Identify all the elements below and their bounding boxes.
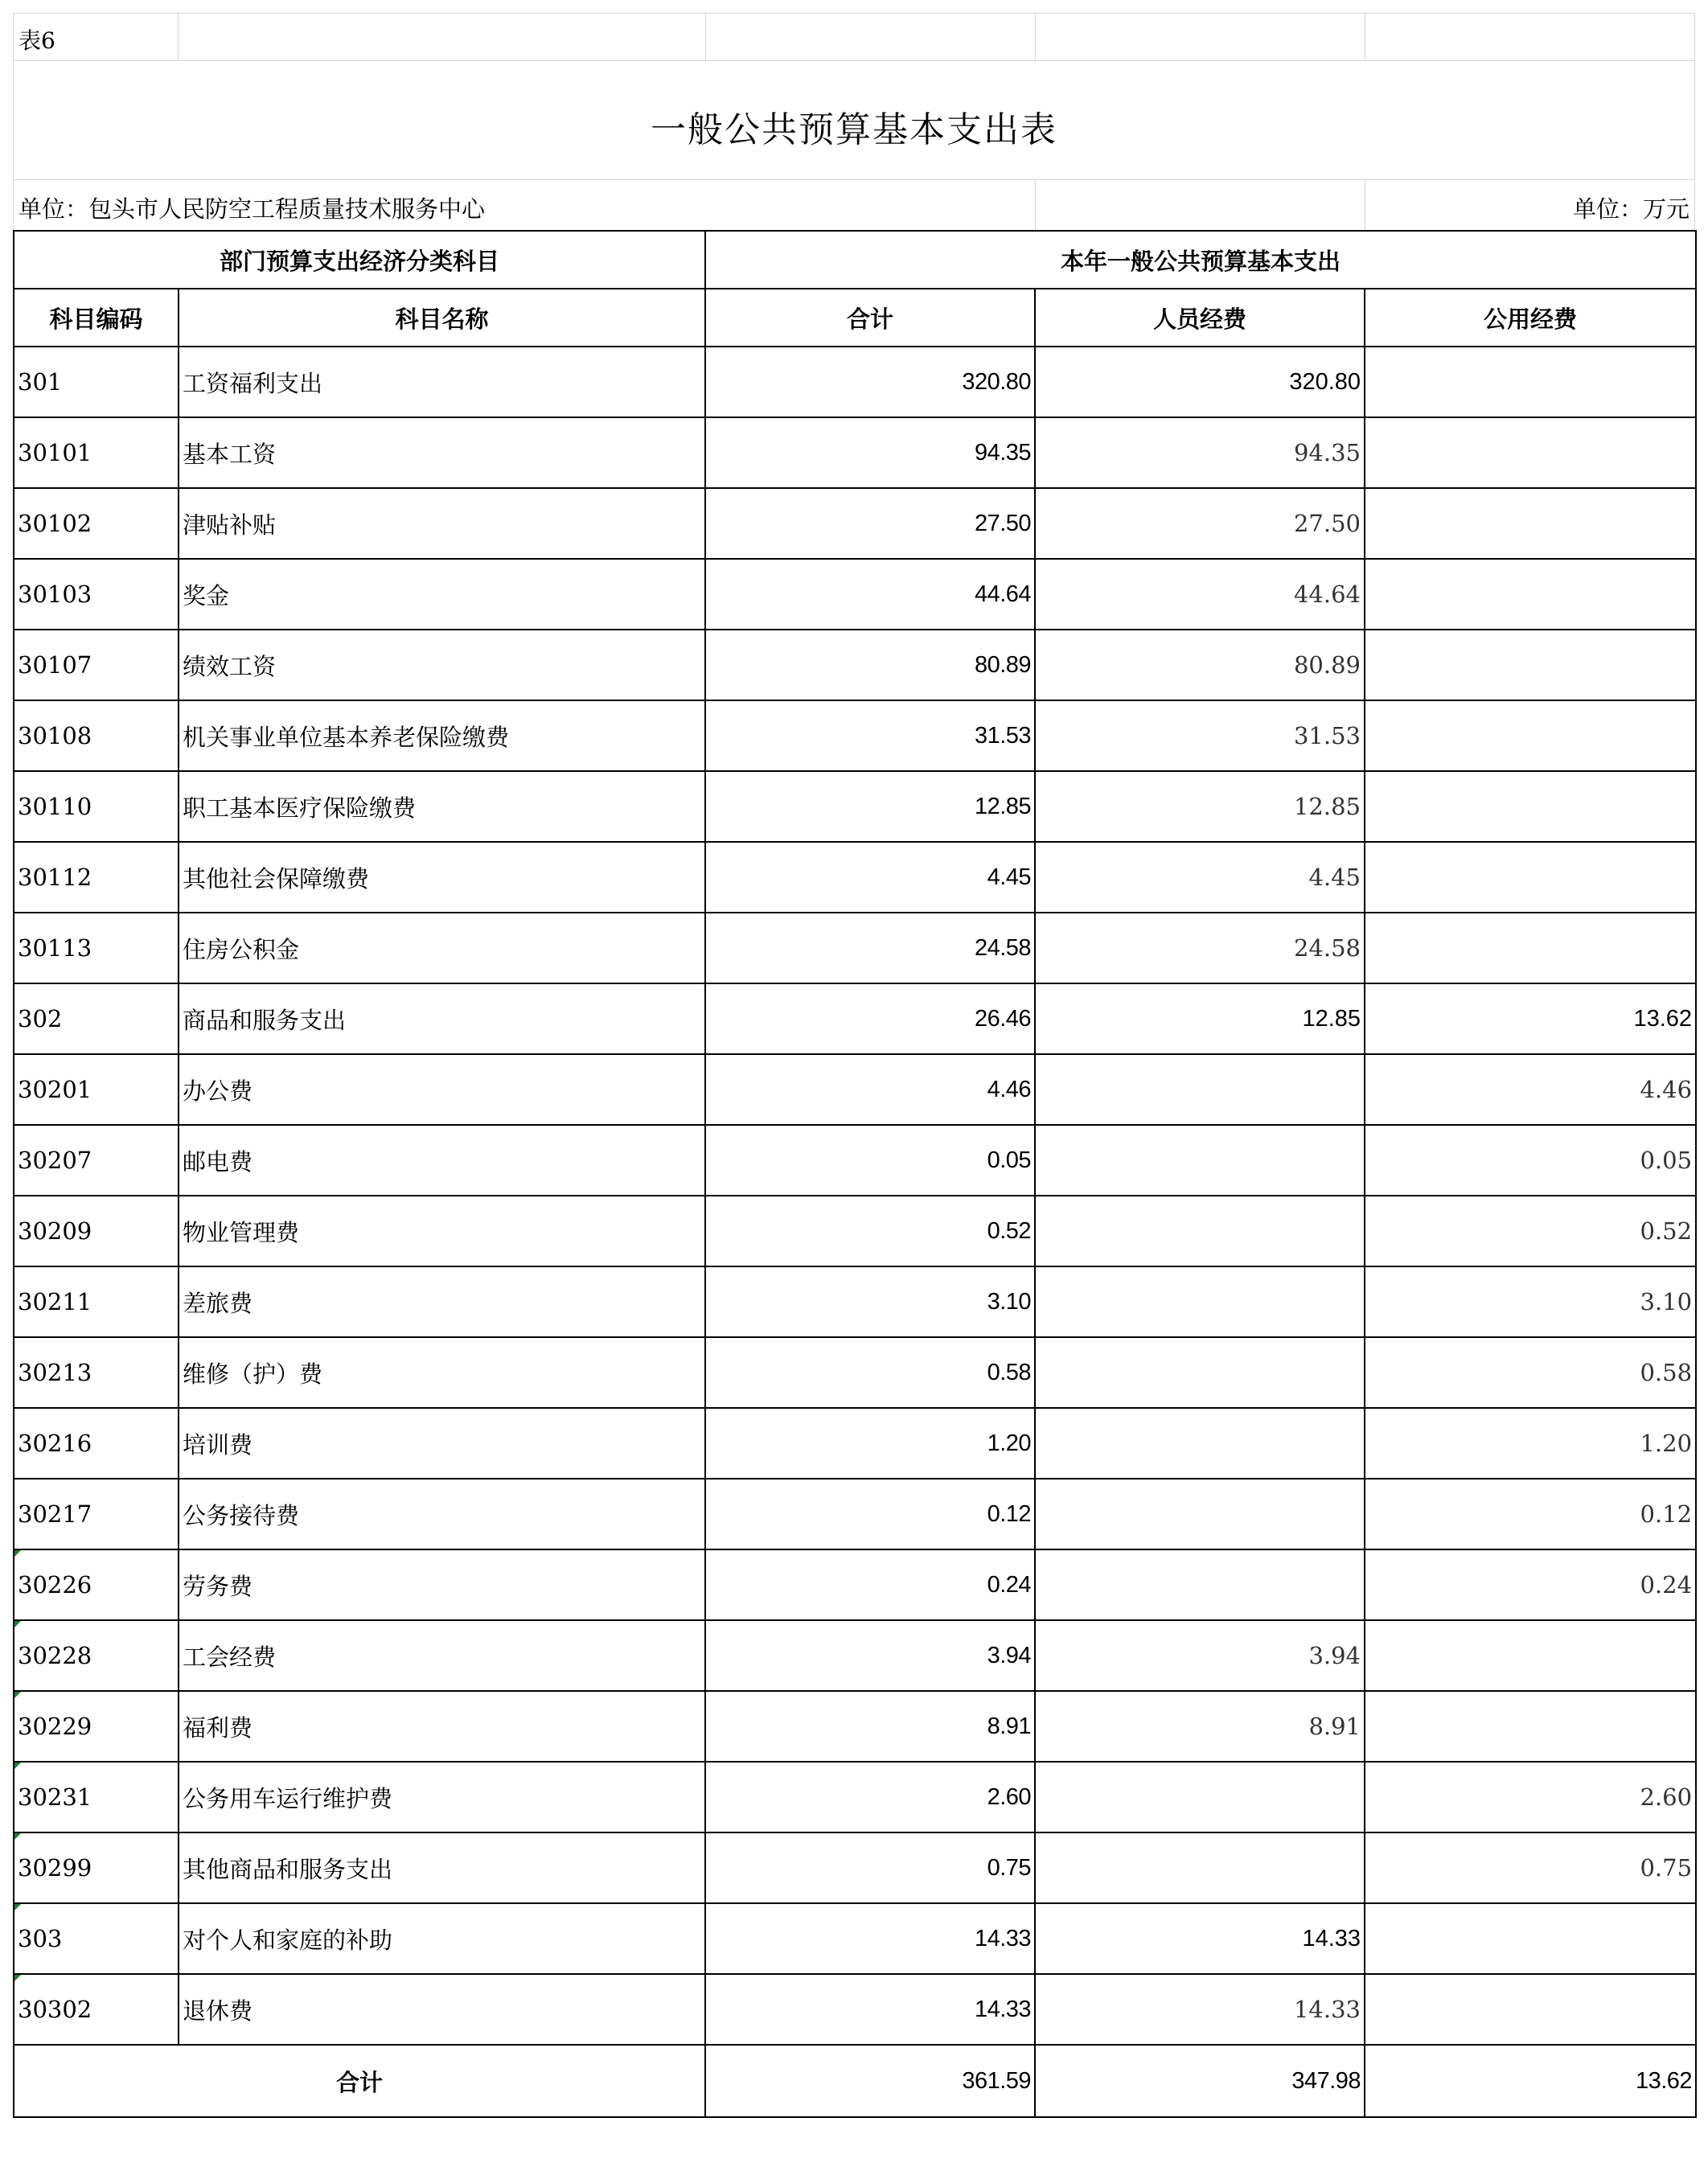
row-code: 30108 bbox=[14, 700, 179, 771]
row-code: 30113 bbox=[14, 913, 179, 983]
row-public: 13.62 bbox=[1365, 983, 1696, 1054]
row-total: 3.10 bbox=[705, 1266, 1035, 1337]
row-personnel bbox=[1035, 1762, 1365, 1832]
row-public bbox=[1365, 1974, 1696, 2045]
row-public: 0.58 bbox=[1365, 1337, 1696, 1408]
row-total: 31.53 bbox=[705, 700, 1035, 771]
row-total: 24.58 bbox=[705, 913, 1035, 983]
row-public: 0.05 bbox=[1365, 1125, 1696, 1196]
row-personnel bbox=[1035, 1337, 1365, 1408]
sheet-header-area bbox=[13, 13, 1694, 230]
row-public bbox=[1365, 842, 1696, 913]
row-personnel: 8.91 bbox=[1035, 1691, 1365, 1762]
title-row bbox=[13, 60, 1695, 180]
row-public bbox=[1365, 488, 1696, 559]
row-name: 维修（护）费 bbox=[179, 1337, 705, 1408]
row-code: 30217 bbox=[14, 1479, 179, 1549]
row-public: 0.24 bbox=[1365, 1549, 1696, 1620]
row-name: 奖金 bbox=[179, 559, 705, 630]
table-row bbox=[14, 347, 1696, 417]
row-name: 工会经费 bbox=[179, 1620, 705, 1691]
unit-row bbox=[13, 180, 1695, 230]
row-personnel: 27.50 bbox=[1035, 488, 1365, 559]
row-personnel: 3.94 bbox=[1035, 1620, 1365, 1691]
row-code: 30302 bbox=[14, 1974, 179, 2045]
row-public bbox=[1365, 771, 1696, 842]
row-personnel: 320.80 bbox=[1035, 347, 1365, 417]
row-total: 8.91 bbox=[705, 1691, 1035, 1762]
row-name: 公务用车运行维护费 bbox=[179, 1762, 705, 1832]
row-code: 30216 bbox=[14, 1408, 179, 1479]
row-public: 1.20 bbox=[1365, 1408, 1696, 1479]
table-row bbox=[14, 1762, 1696, 1832]
row-public bbox=[1365, 1620, 1696, 1691]
grid-line bbox=[1035, 180, 1036, 230]
row-code: 30229 bbox=[14, 1691, 179, 1762]
row-code: 30103 bbox=[14, 559, 179, 630]
row-total: 12.85 bbox=[705, 771, 1035, 842]
row-name: 对个人和家庭的补助 bbox=[179, 1903, 705, 1974]
budget-table bbox=[13, 230, 1697, 2118]
row-code: 302 bbox=[14, 983, 179, 1054]
header-column-row bbox=[14, 289, 1696, 347]
row-name: 劳务费 bbox=[179, 1549, 705, 1620]
row-personnel: 12.85 bbox=[1035, 983, 1365, 1054]
table-row bbox=[14, 1691, 1696, 1762]
row-personnel bbox=[1035, 1549, 1365, 1620]
header-group-right: 本年一般公共预算基本支出 bbox=[705, 231, 1696, 289]
row-name: 其他社会保障缴费 bbox=[179, 842, 705, 913]
header-name: 科目名称 bbox=[179, 289, 705, 347]
row-code: 30228 bbox=[14, 1620, 179, 1691]
row-total: 4.46 bbox=[705, 1054, 1035, 1125]
table-row bbox=[14, 1054, 1696, 1125]
table-row bbox=[14, 1408, 1696, 1479]
row-total: 4.45 bbox=[705, 842, 1035, 913]
row-personnel: 94.35 bbox=[1035, 417, 1365, 488]
row-personnel bbox=[1035, 1266, 1365, 1337]
row-total: 80.89 bbox=[705, 630, 1035, 700]
row-public bbox=[1365, 347, 1696, 417]
row-total: 27.50 bbox=[705, 488, 1035, 559]
grid-line bbox=[705, 14, 706, 60]
table-body bbox=[14, 347, 1696, 2045]
row-total: 14.33 bbox=[705, 1974, 1035, 2045]
table-row bbox=[14, 1974, 1696, 2045]
row-name: 其他商品和服务支出 bbox=[179, 1832, 705, 1903]
row-total: 320.80 bbox=[705, 347, 1035, 417]
row-code: 301 bbox=[14, 347, 179, 417]
row-personnel: 24.58 bbox=[1035, 913, 1365, 983]
table-row bbox=[14, 1479, 1696, 1549]
row-name: 办公费 bbox=[179, 1054, 705, 1125]
row-name: 培训费 bbox=[179, 1408, 705, 1479]
row-name: 邮电费 bbox=[179, 1125, 705, 1196]
row-public bbox=[1365, 1691, 1696, 1762]
sum-label: 合计 bbox=[14, 2045, 705, 2117]
row-personnel bbox=[1035, 1196, 1365, 1266]
row-name: 机关事业单位基本养老保险缴费 bbox=[179, 700, 705, 771]
table-row bbox=[14, 488, 1696, 559]
sum-total: 361.59 bbox=[705, 2045, 1035, 2117]
row-total: 1.20 bbox=[705, 1408, 1035, 1479]
row-code: 30107 bbox=[14, 630, 179, 700]
row-personnel bbox=[1035, 1054, 1365, 1125]
row-personnel bbox=[1035, 1125, 1365, 1196]
table-row bbox=[14, 1266, 1696, 1337]
row-total: 0.75 bbox=[705, 1832, 1035, 1903]
page-title: 一般公共预算基本支出表 bbox=[651, 109, 1057, 150]
cell-error-indicator-icon bbox=[14, 1975, 21, 1981]
row-public bbox=[1365, 417, 1696, 488]
row-code: 30231 bbox=[14, 1762, 179, 1832]
row-public: 2.60 bbox=[1365, 1762, 1696, 1832]
row-name: 职工基本医疗保险缴费 bbox=[179, 771, 705, 842]
table-row bbox=[14, 1337, 1696, 1408]
sum-row bbox=[14, 2045, 1696, 2117]
row-public bbox=[1365, 1903, 1696, 1974]
table-row bbox=[14, 913, 1696, 983]
row-total: 0.24 bbox=[705, 1549, 1035, 1620]
row-public: 0.52 bbox=[1365, 1196, 1696, 1266]
unit-organization: 单位：包头市人民防空工程质量技术服务中心 bbox=[18, 195, 486, 223]
row-personnel: 80.89 bbox=[1035, 630, 1365, 700]
row-name: 绩效工资 bbox=[179, 630, 705, 700]
row-personnel bbox=[1035, 1408, 1365, 1479]
row-name: 物业管理费 bbox=[179, 1196, 705, 1266]
row-public bbox=[1365, 559, 1696, 630]
header-total: 合计 bbox=[705, 289, 1035, 347]
row-public bbox=[1365, 700, 1696, 771]
row-public bbox=[1365, 913, 1696, 983]
row-personnel: 12.85 bbox=[1035, 771, 1365, 842]
header-group-left: 部门预算支出经济分类科目 bbox=[14, 231, 705, 289]
row-total: 94.35 bbox=[705, 417, 1035, 488]
row-code: 30213 bbox=[14, 1337, 179, 1408]
row-code: 30211 bbox=[14, 1266, 179, 1337]
row-name: 津贴补贴 bbox=[179, 488, 705, 559]
sum-public: 13.62 bbox=[1365, 2045, 1696, 2117]
row-total: 0.58 bbox=[705, 1337, 1035, 1408]
row-personnel bbox=[1035, 1832, 1365, 1903]
row-total: 14.33 bbox=[705, 1903, 1035, 1974]
label-row bbox=[13, 13, 1695, 61]
row-personnel: 14.33 bbox=[1035, 1903, 1365, 1974]
table-row bbox=[14, 417, 1696, 488]
header-group-row bbox=[14, 231, 1696, 289]
table-row bbox=[14, 1125, 1696, 1196]
row-code: 30112 bbox=[14, 842, 179, 913]
row-total: 0.05 bbox=[705, 1125, 1035, 1196]
table-label: 表6 bbox=[18, 27, 55, 54]
table-row bbox=[14, 842, 1696, 913]
row-name: 商品和服务支出 bbox=[179, 983, 705, 1054]
row-total: 2.60 bbox=[705, 1762, 1035, 1832]
row-total: 26.46 bbox=[705, 983, 1035, 1054]
header-public: 公用经费 bbox=[1365, 289, 1696, 347]
row-code: 30101 bbox=[14, 417, 179, 488]
cell-error-indicator-icon bbox=[14, 1550, 21, 1557]
row-name: 退休费 bbox=[179, 1974, 705, 2045]
sum-personnel: 347.98 bbox=[1035, 2045, 1365, 2117]
row-total: 3.94 bbox=[705, 1620, 1035, 1691]
row-name: 基本工资 bbox=[179, 417, 705, 488]
grid-line bbox=[178, 14, 179, 60]
row-total: 0.52 bbox=[705, 1196, 1035, 1266]
row-personnel: 44.64 bbox=[1035, 559, 1365, 630]
table-row bbox=[14, 1196, 1696, 1266]
row-personnel: 14.33 bbox=[1035, 1974, 1365, 2045]
row-name: 住房公积金 bbox=[179, 913, 705, 983]
row-code: 30110 bbox=[14, 771, 179, 842]
row-code: 30209 bbox=[14, 1196, 179, 1266]
row-name: 工资福利支出 bbox=[179, 347, 705, 417]
table-row bbox=[14, 983, 1696, 1054]
cell-error-indicator-icon bbox=[14, 1904, 21, 1910]
row-total: 0.12 bbox=[705, 1479, 1035, 1549]
row-personnel: 4.45 bbox=[1035, 842, 1365, 913]
row-code: 30102 bbox=[14, 488, 179, 559]
row-name: 公务接待费 bbox=[179, 1479, 705, 1549]
cell-error-indicator-icon bbox=[14, 1833, 21, 1840]
row-public bbox=[1365, 630, 1696, 700]
table-row bbox=[14, 1549, 1696, 1620]
grid-line bbox=[1035, 14, 1036, 60]
table-row bbox=[14, 771, 1696, 842]
row-total: 44.64 bbox=[705, 559, 1035, 630]
row-public: 0.12 bbox=[1365, 1479, 1696, 1549]
row-personnel bbox=[1035, 1479, 1365, 1549]
row-name: 福利费 bbox=[179, 1691, 705, 1762]
cell-error-indicator-icon bbox=[14, 1692, 21, 1698]
header-code: 科目编码 bbox=[14, 289, 179, 347]
row-code: 30299 bbox=[14, 1832, 179, 1903]
row-public: 3.10 bbox=[1365, 1266, 1696, 1337]
cell-error-indicator-icon bbox=[14, 1621, 21, 1627]
header-personnel: 人员经费 bbox=[1035, 289, 1365, 347]
table-row bbox=[14, 559, 1696, 630]
table-row bbox=[14, 1832, 1696, 1903]
table-row bbox=[14, 1620, 1696, 1691]
row-personnel: 31.53 bbox=[1035, 700, 1365, 771]
row-public: 0.75 bbox=[1365, 1832, 1696, 1903]
cell-error-indicator-icon bbox=[14, 1763, 21, 1769]
table-row bbox=[14, 700, 1696, 771]
row-public: 4.46 bbox=[1365, 1054, 1696, 1125]
row-code: 30207 bbox=[14, 1125, 179, 1196]
table-row bbox=[14, 1903, 1696, 1974]
row-code: 303 bbox=[14, 1903, 179, 1974]
row-name: 差旅费 bbox=[179, 1266, 705, 1337]
unit-currency: 单位：万元 bbox=[1572, 195, 1690, 223]
table-row bbox=[14, 630, 1696, 700]
row-code: 30226 bbox=[14, 1549, 179, 1620]
row-code: 30201 bbox=[14, 1054, 179, 1125]
